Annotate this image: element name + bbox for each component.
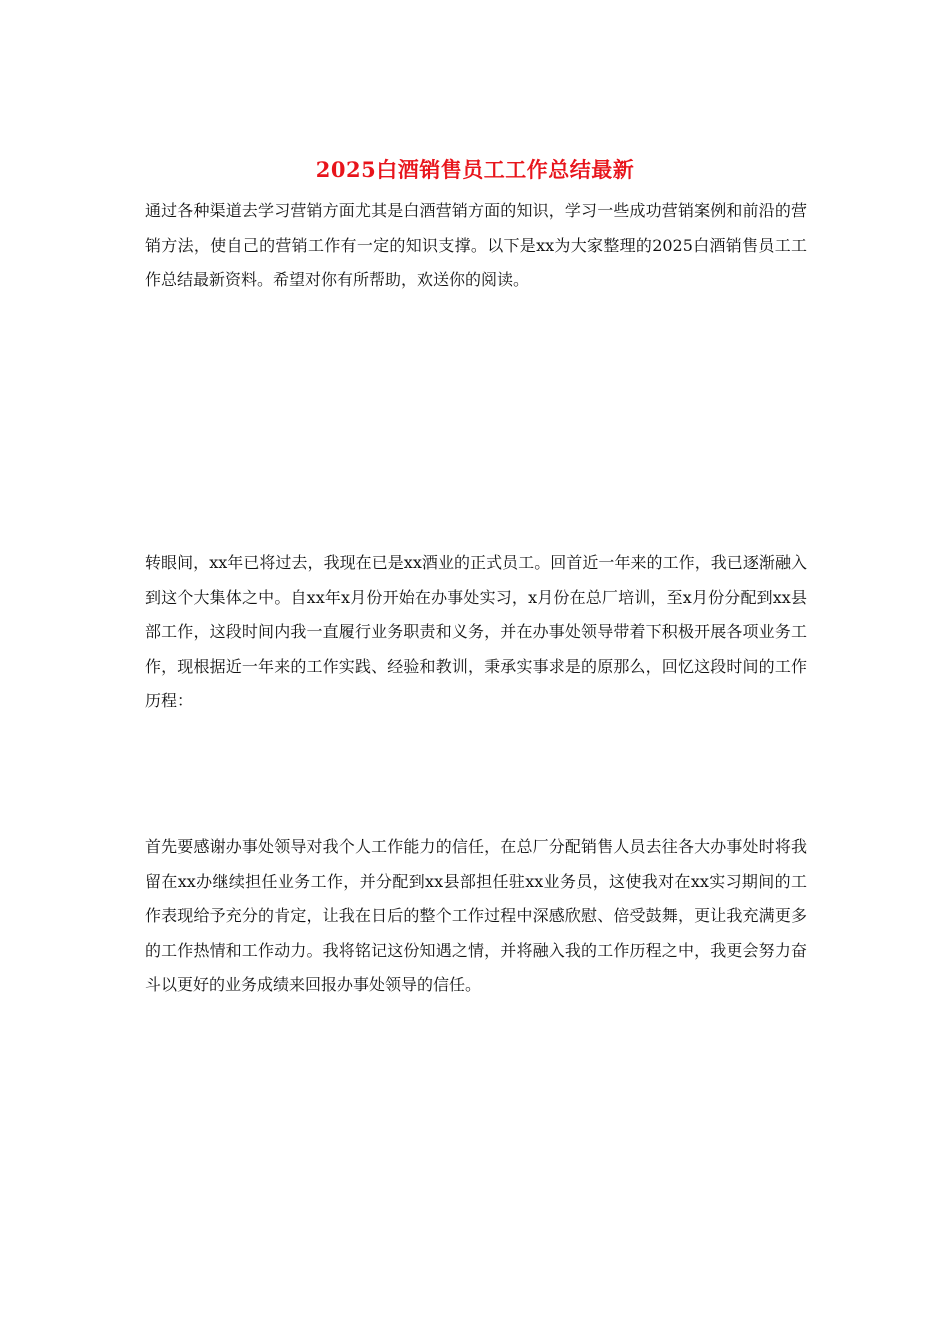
body-paragraph-2: 首先要感谢办事处领导对我个人工作能力的信任，在总厂分配销售人员去往各大办事处时将我留在xx办继续担任业务工作，并分配到xx县部担任驻xx业务员，这使我对在xx实习期间的工作表现给予充分的肯定，让我在日后的整个工作过程中深感欣慰、倍受鼓舞，更让我充满更多的工作热情和工作动力。我将铭记这份知遇之情，并将融入我的工作历程之中，我更会努力奋斗以更好的业务成绩来回报办事处领导的信任。 [145, 837, 807, 994]
body-paragraph-1: 转眼间，xx年已将过去，我现在已是xx酒业的正式员工。回首近一年来的工作，我已逐渐融入到这个大集体之中。自xx年x月份开始在办事处实习，x月份在总厂培训，至x月份分配到xx县部工作，这段时间内我一直履行业务职责和义务，并在办事处领导带着下积极开展各项业务工作，现根据近一年来的工作实践、经验和教训，秉承实事求是的原那么，回忆这段时间的工作历程： [145, 553, 807, 710]
document-title: 2025白酒销售员工工作总结最新 [315, 157, 635, 182]
intro-paragraph: 通过各种渠道去学习营销方面尤其是白酒营销方面的知识，学习一些成功营销案例和前沿的营销方法，使自己的营销工作有一定的知识支撑。以下是xx为大家整理的2025白酒销售员工工作总结最新资料。希望对你有所帮助，欢送你的阅读。 [145, 201, 807, 289]
